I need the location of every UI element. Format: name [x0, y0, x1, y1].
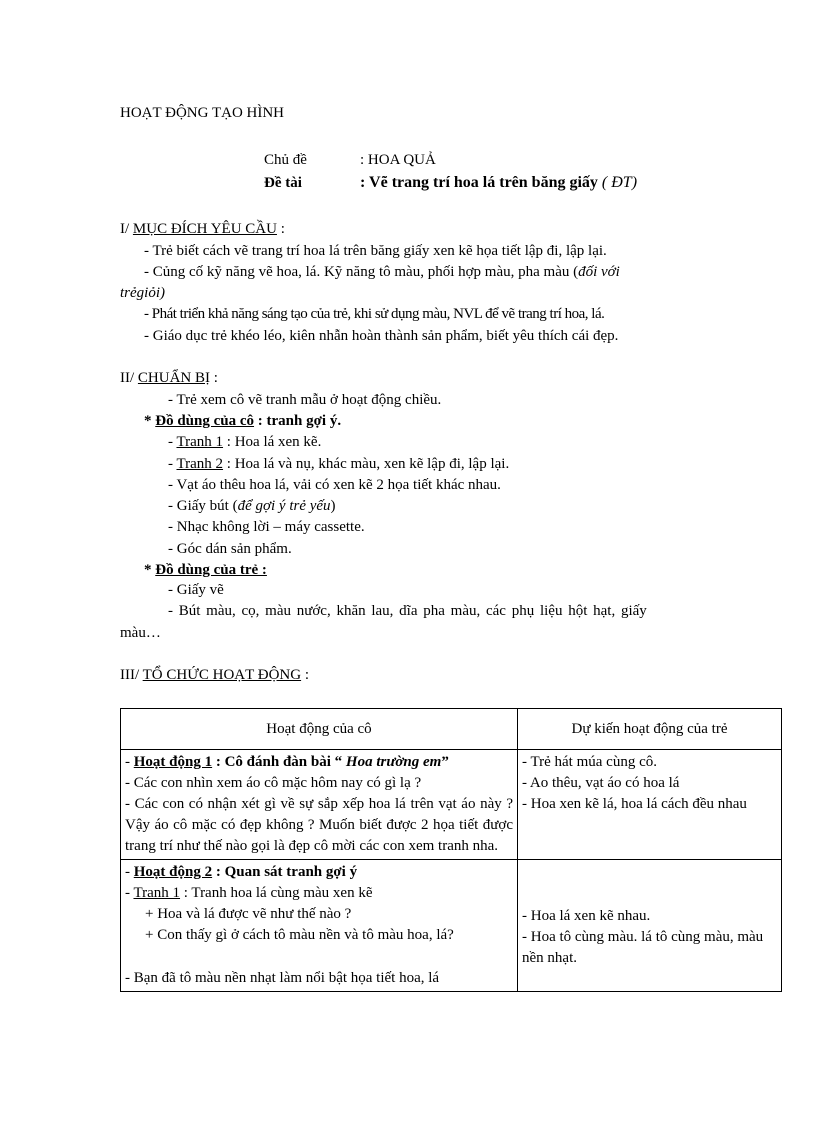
row2-question-2: + Con thấy gì ở cách tô màu nền và tô màu hoa, lá? — [145, 927, 454, 943]
row2-child-cell — [518, 860, 782, 992]
row2-activity-label: Hoạt động 2 — [133, 864, 213, 880]
row2-child-line-1: - Hoa lá xen kẽ nhau. — [522, 908, 651, 924]
section1-colon: : — [276, 221, 285, 237]
row2-question-1: + Hoa và lá được vẽ như thế nào ? — [145, 906, 352, 922]
section3-heading — [120, 666, 309, 684]
row1-teacher-line-1: - Các con nhìn xem áo cô mặc hôm nay có gì lạ ? — [125, 775, 422, 791]
section1-line-2 — [144, 263, 620, 281]
col2-header: Dự kiến hoạt động của trẻ — [518, 709, 782, 750]
t2-label: Tranh 2 — [176, 456, 224, 472]
child-item-2-cont: màu… — [120, 625, 161, 641]
child-item-1: - Giấy vẽ — [168, 582, 224, 598]
prep-line-1: - Trẻ xem cô vẽ tranh mẫu ở hoạt động chiều. — [168, 392, 442, 408]
t1-prefix: - — [168, 434, 177, 450]
row2-t-prefix: - — [125, 885, 134, 901]
row2-activity-title — [125, 862, 513, 883]
table-row — [121, 750, 782, 860]
row1-child-line-3: - Hoa xen kẽ lá, hoa lá cách đều nhau — [522, 796, 747, 812]
row2-last-line: - Bạn đã tô màu nền nhạt làm nổi bật họa tiết hoa, lá — [125, 970, 440, 986]
section1-note-b: trẻgiỏi) — [120, 285, 165, 301]
teacher-heading: Đồ dùng của cô — [155, 413, 255, 429]
row2-picture-line — [125, 883, 513, 904]
section1-note-a: đối với — [578, 264, 620, 280]
row2-prefix: - — [125, 864, 134, 880]
subject-note: ( ĐT) — [601, 174, 638, 191]
t2-prefix: - — [168, 456, 177, 472]
teacher-item-1 — [168, 433, 321, 451]
section2-heading — [120, 369, 218, 387]
child-materials-heading — [144, 561, 267, 579]
row1-child-line-2: - Ao thêu, vạt áo có hoa lá — [522, 775, 680, 791]
teacher-star: * — [144, 413, 156, 429]
table-header-row — [121, 709, 782, 750]
section1-heading — [120, 220, 285, 238]
topic-value: : HOA QUẢ — [360, 152, 436, 168]
row2-picture-label: Tranh 1 — [133, 885, 181, 901]
section3-number: III/ — [120, 667, 140, 683]
section1-title: MỤC ĐÍCH YÊU CẦU — [132, 221, 277, 237]
row1-prefix: - — [125, 754, 134, 770]
row2-child-gap — [522, 862, 777, 884]
row1-child-line-1: - Trẻ hát múa cùng cô. — [522, 754, 657, 770]
section1-line-2-text: - Củng cố kỹ năng vẽ hoa, lá. Kỹ năng tô màu, phối hợp màu, pha màu ( — [144, 264, 579, 280]
child-star: * — [144, 562, 156, 578]
section2-colon: : — [210, 370, 218, 386]
row1-activity-title — [125, 752, 513, 773]
row2-child-line-2: - Hoa tô cùng màu. lá tô cùng màu, màu nền nhạt. — [522, 929, 764, 966]
table-row — [121, 860, 782, 992]
subject-value — [360, 174, 637, 192]
child-item-2: - Bút màu, cọ, màu nước, khăn lau, dĩa pha màu, các phụ liệu hột hạt, giấy — [168, 603, 647, 619]
section2-title: CHUẨN BỊ — [137, 370, 211, 386]
row1-teacher-cell — [121, 750, 518, 860]
section3-colon: : — [301, 667, 310, 683]
row2-picture-text: : Tranh hoa lá cùng màu xen kẽ — [180, 885, 373, 901]
page-title: HOẠT ĐỘNG TẠO HÌNH — [120, 105, 285, 121]
activity-table — [120, 708, 782, 992]
t1-text: : Hoa lá xen kẽ. — [223, 434, 322, 450]
paper-c: ) — [330, 498, 336, 514]
t2-text: : Hoa lá và nụ, khác màu, xen kẽ lập đi, lập lại. — [223, 456, 510, 472]
row2-gap — [125, 946, 513, 968]
section1-line-1: - Trẻ biết cách vẽ trang trí hoa lá trên băng giấy xen kẽ họa tiết lập đi, lập lại. — [144, 243, 607, 259]
subject-label: Đề tài — [264, 175, 302, 191]
topic-label: Chủ đề — [264, 152, 307, 168]
child-heading: Đồ dùng của trẻ : — [155, 562, 267, 578]
row1-child-cell — [518, 750, 782, 860]
row2-activity-text: : Quan sát tranh gợi ý — [212, 864, 358, 880]
teacher-item-4 — [168, 497, 336, 515]
section1-line-4: - Giáo dục trẻ khéo léo, kiên nhẫn hoàn thành sản phẩm, biết yêu thích cái đẹp. — [144, 328, 619, 344]
teacher-item-6: - Góc dán sản phẩm. — [168, 541, 292, 557]
paper-b: để gợi ý trẻ yếu — [237, 498, 331, 514]
section1-number: I/ — [120, 221, 130, 237]
section1-line-3: - Phát triển khả năng sáng tạo của trẻ, khi sử dụng màu, NVL để vẽ trang trí hoa, lá. — [144, 306, 605, 322]
section2-number: II/ — [120, 370, 135, 386]
teacher-item-2 — [168, 455, 509, 473]
row1-song: Hoa trường em — [345, 754, 442, 770]
t1-label: Tranh 1 — [176, 434, 224, 450]
row1-end: ” — [441, 754, 449, 770]
subject-text: : Vẽ trang trí hoa lá trên băng giấy — [360, 174, 598, 191]
row1-activity-text: : Cô đánh đàn bài “ — [212, 754, 346, 770]
col1-header: Hoạt động của cô — [121, 709, 518, 750]
row2-teacher-cell — [121, 860, 518, 992]
section3-title: TỔ CHỨC HOẠT ĐỘNG — [142, 667, 302, 683]
paper-a: - Giấy bút ( — [168, 498, 238, 514]
teacher-materials-heading — [144, 412, 341, 430]
row2-child-gap-2 — [522, 884, 777, 906]
row1-activity-label: Hoạt động 1 — [133, 754, 213, 770]
teacher-suffix: : tranh gợi ý. — [254, 413, 342, 429]
teacher-item-3: - Vạt áo thêu hoa lá, vải có xen kẽ 2 họa tiết khác nhau. — [168, 477, 501, 493]
teacher-item-5: - Nhạc không lời – máy cassette. — [168, 519, 365, 535]
row1-teacher-line-2: - Các con có nhận xét gì về sự sắp xếp hoa lá trên vạt áo này ? Vậy áo cô mặc có đẹp không ? Muốn biết được 2 họa tiết được trang trí như thế nào gọi là đẹp cô mời các con xem tranh nha. — [125, 796, 513, 854]
